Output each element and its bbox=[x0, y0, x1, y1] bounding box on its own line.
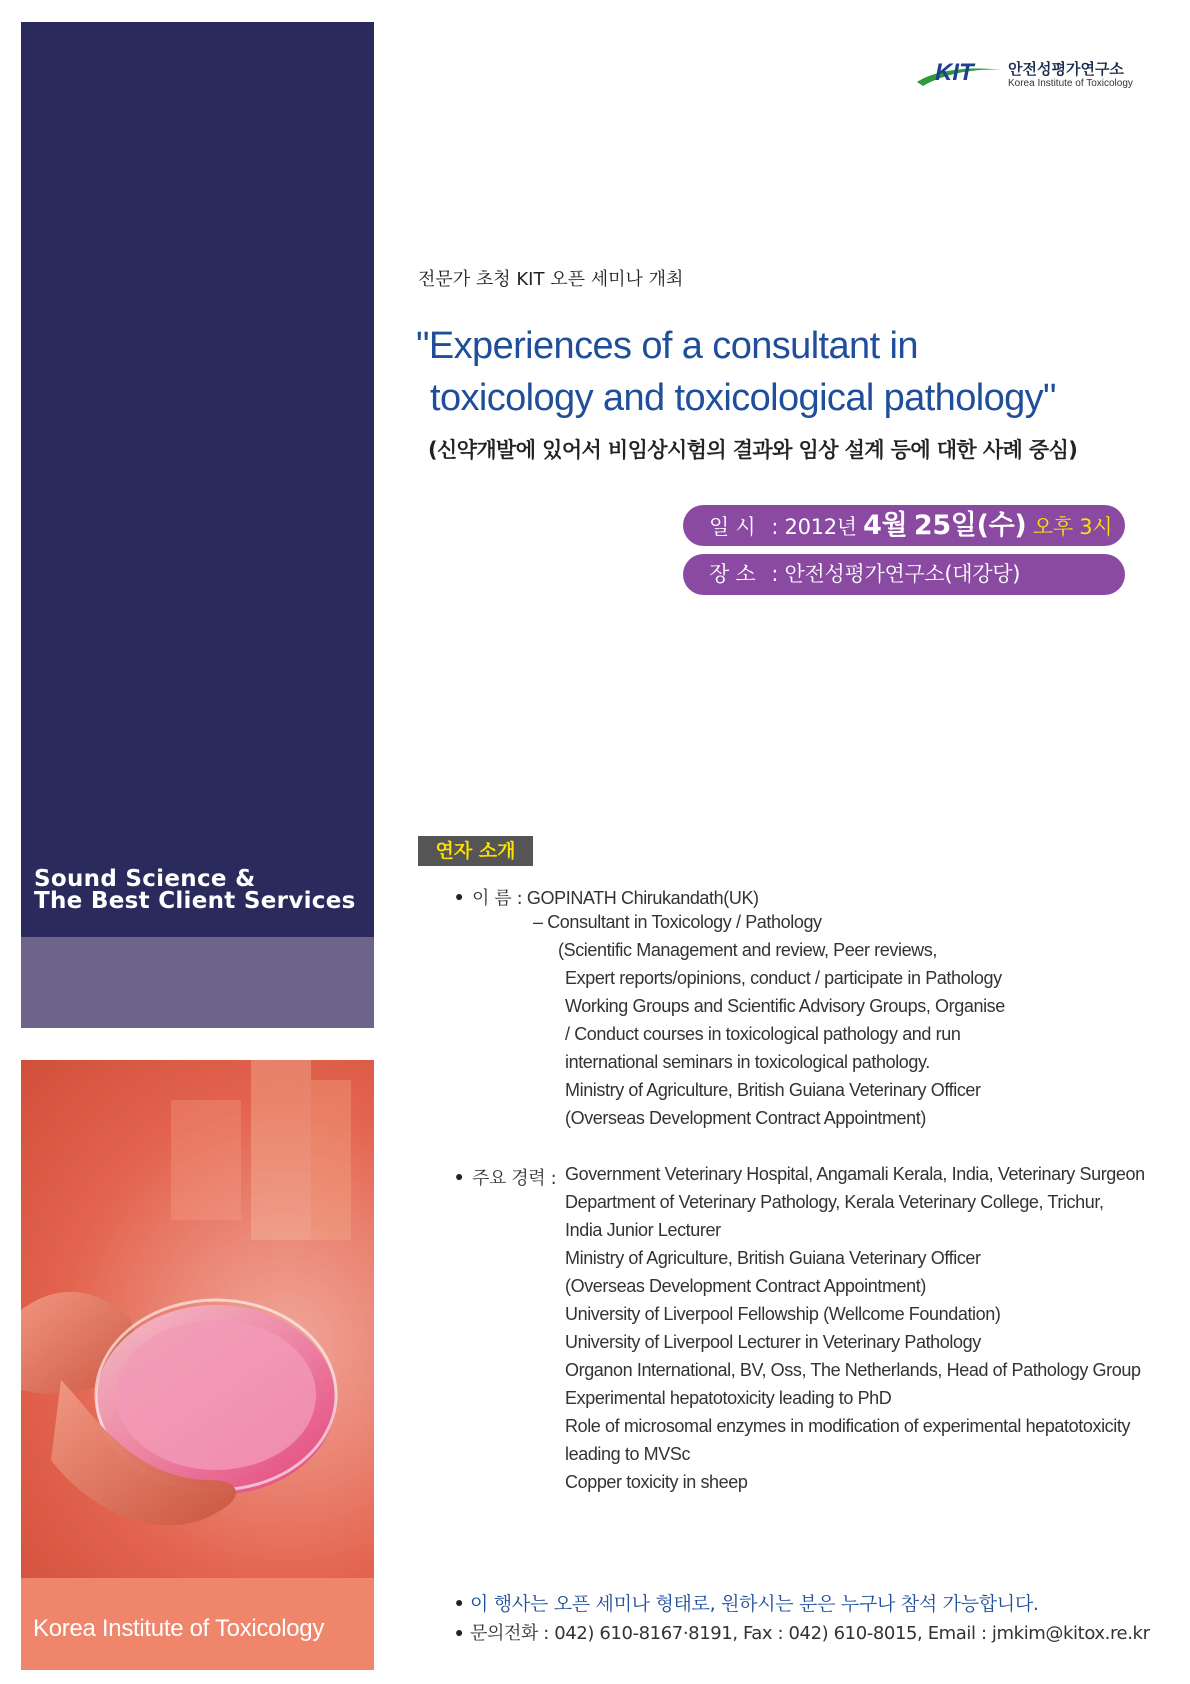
date-day: 25일(수) bbox=[913, 510, 1027, 541]
date-year: 2012년 bbox=[784, 515, 857, 539]
tagline-line1: Sound Science & bbox=[34, 866, 256, 892]
title-line2: toxicology and toxicological pathology" bbox=[430, 377, 1056, 419]
title-line1: "Experiences of a consultant in bbox=[416, 325, 918, 367]
open-seminar-note: 이 행사는 오픈 세미나 형태로, 원하시는 분은 누구나 참석 가능합니다. bbox=[470, 1593, 1039, 1615]
career-line: (Overseas Development Contract Appointment) bbox=[565, 1276, 926, 1296]
logo-name-kr: 안전성평가연구소 bbox=[1008, 60, 1124, 78]
bullet-icon: ● bbox=[455, 1624, 464, 1640]
sidebar-footer-text: Korea Institute of Toxicology bbox=[33, 1615, 325, 1642]
svg-text:KIT: KIT bbox=[935, 59, 974, 86]
bullet-icon: ● bbox=[455, 1168, 464, 1184]
career-line: University of Liverpool Lecturer in Veterinary Pathology bbox=[565, 1332, 981, 1352]
career-line: Copper toxicity in sheep bbox=[565, 1472, 748, 1492]
career-line: Government Veterinary Hospital, Angamali Kerala, India, Veterinary Surgeon bbox=[565, 1164, 1145, 1184]
career-line: Organon International, BV, Oss, The Netherlands, Head of Pathology Group bbox=[565, 1360, 1141, 1380]
seminar-title bbox=[416, 320, 1156, 424]
petri-dish-illustration bbox=[21, 1060, 374, 1578]
career-line: India Junior Lecturer bbox=[565, 1220, 721, 1240]
sidebar-navy-panel bbox=[21, 22, 374, 937]
tagline bbox=[34, 868, 364, 912]
name-label: 이 름 : bbox=[472, 888, 523, 909]
seminar-kicker: 전문가 초청 KIT 오픈 세미나 개최 bbox=[418, 269, 684, 290]
career-line: Role of microsomal enzymes in modification of experimental hepatotoxicity bbox=[565, 1416, 1131, 1436]
speaker-role: – Consultant in Toxicology / Pathology bbox=[533, 912, 822, 932]
role-detail-line: / Conduct courses in toxicological pathology and run bbox=[565, 1024, 961, 1044]
role-detail-line: (Overseas Development Contract Appointment) bbox=[565, 1108, 926, 1128]
contact-info: 문의전화 : 042) 610-8167·8191, Fax : 042) 610-8015, Email : jmkim@kitox.re.kr bbox=[470, 1623, 1150, 1644]
career-label: 주요 경력 : bbox=[472, 1168, 557, 1189]
logo-name-en: Korea Institute of Toxicology bbox=[1008, 78, 1133, 89]
date-time: 오후 3시 bbox=[1032, 515, 1113, 539]
speaker-name-row bbox=[472, 884, 759, 910]
date-label: 일 시 bbox=[709, 515, 756, 539]
bullet-icon: ● bbox=[455, 888, 464, 904]
name-value: GOPINATH Chirukandath(UK) bbox=[526, 888, 759, 908]
speaker-section-badge: 연자 소개 bbox=[418, 836, 533, 866]
role-detail-line: Ministry of Agriculture, British Guiana Veterinary Officer bbox=[565, 1080, 981, 1100]
kit-logo-icon bbox=[915, 56, 1005, 92]
seminar-subtitle: (신약개발에 있어서 비임상시험의 결과와 임상 설계 등에 대한 사례 중심) bbox=[428, 438, 1078, 462]
role-detail-line: (Scientific Management and review, Peer reviews, bbox=[558, 940, 937, 960]
date-pill bbox=[683, 505, 1125, 546]
lab-petri-dish-photo bbox=[21, 1060, 374, 1578]
career-line: University of Liverpool Fellowship (Wellcome Foundation) bbox=[565, 1304, 1001, 1324]
place-separator: : bbox=[771, 562, 779, 586]
role-detail-line: Expert reports/opinions, conduct / participate in Pathology bbox=[565, 968, 1002, 988]
tagline-line2: The Best Client Services bbox=[34, 888, 356, 914]
sidebar-purple-band bbox=[21, 937, 374, 1028]
career-line: leading to MVSc bbox=[565, 1444, 691, 1464]
role-detail-line: international seminars in toxicological pathology. bbox=[565, 1052, 930, 1072]
date-month: 4월 bbox=[863, 510, 908, 541]
kit-logo bbox=[915, 56, 1145, 96]
date-separator: : bbox=[771, 515, 779, 539]
place-value: 안전성평가연구소(대강당) bbox=[784, 562, 1021, 586]
place-pill bbox=[683, 554, 1125, 595]
place-label: 장 소 bbox=[709, 562, 756, 586]
career-line: Department of Veterinary Pathology, Kerala Veterinary College, Trichur, bbox=[565, 1192, 1104, 1212]
bullet-icon: ● bbox=[455, 1594, 464, 1610]
role-detail-line: Working Groups and Scientific Advisory Groups, Organise bbox=[565, 996, 1005, 1016]
career-line: Experimental hepatotoxicity leading to PhD bbox=[565, 1388, 892, 1408]
career-line: Ministry of Agriculture, British Guiana Veterinary Officer bbox=[565, 1248, 981, 1268]
